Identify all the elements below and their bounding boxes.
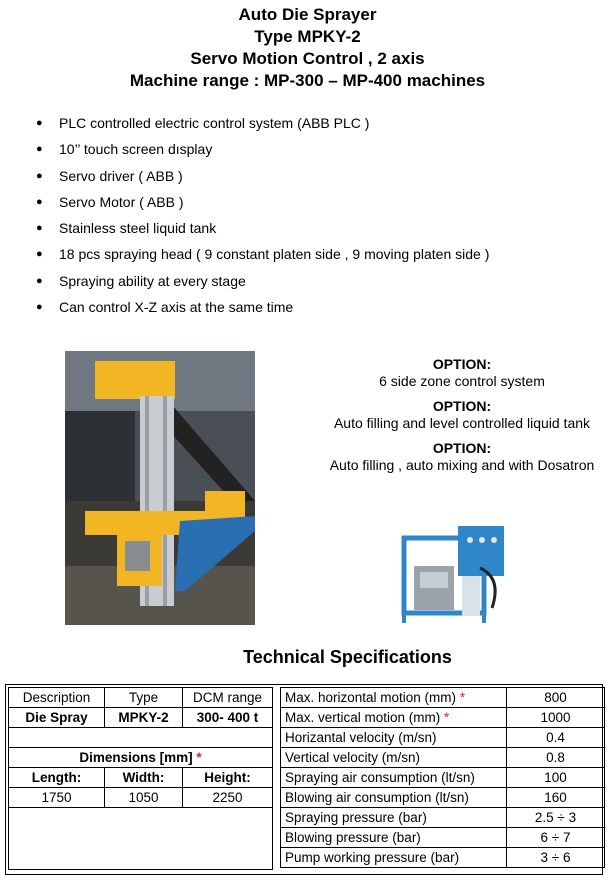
spec-label: Vertical velocity (m/sn) [281, 748, 507, 768]
spec-label: Max. horizontal motion (mm) * [281, 688, 507, 708]
spec-section-title: Technical Specifications [243, 647, 452, 667]
spec-value: 3 ÷ 6 [507, 848, 605, 868]
spec-label: Blowing air consumption (lt/sn) [281, 788, 507, 808]
feature-item: ● 10’’ touch screen dısplay [36, 136, 489, 162]
spec-value: 6 ÷ 7 [507, 828, 605, 848]
dimension-value: 2250 [183, 788, 273, 808]
required-star: * [444, 710, 450, 725]
options-panel [322, 356, 602, 482]
spec-label: Max. vertical motion (mm) * [281, 708, 507, 728]
option-title: OPTION: [432, 440, 492, 456]
dimensions-heading: Dimensions [mm] * [9, 748, 273, 768]
table-cell: 300- 400 t [183, 708, 273, 728]
option-text: Auto filling , auto mixing and with Dosatron [329, 457, 595, 473]
table-header: DCM range [183, 688, 273, 708]
bullet-icon: ● [36, 195, 43, 208]
table-cell: MPKY-2 [105, 708, 183, 728]
feature-list [36, 110, 489, 320]
option-text: 6 side zone control system [379, 373, 545, 389]
empty-row [9, 728, 273, 748]
dosatron-unit-photo [392, 518, 526, 628]
product-subtitle: Servo Motion Control , 2 axis [190, 49, 425, 68]
spec-label: Spraying air consumption (lt/sn) [281, 768, 507, 788]
document-header [0, 4, 615, 92]
feature-item: ● Stainless steel liquid tank [36, 215, 489, 241]
bullet-icon: ● [36, 117, 43, 129]
feature-item: ● Servo driver ( ABB ) [36, 163, 489, 189]
dimension-value: 1750 [9, 788, 105, 808]
table-header: Type [105, 688, 183, 708]
option-text: Auto filling and level controlled liquid tank [333, 415, 591, 431]
dimension-value: 1050 [105, 788, 183, 808]
feature-item: ● Spraying ability at every stage [36, 268, 489, 294]
option-title: OPTION: [432, 356, 492, 372]
spec-label: Horizantal velocity (m/sn) [281, 728, 507, 748]
bullet-icon: ● [36, 169, 43, 182]
empty-block [9, 808, 273, 870]
spec-value: 0.8 [507, 748, 605, 768]
product-type: Type MPKY-2 [254, 27, 361, 46]
table-cell: Die Spray [9, 708, 105, 728]
dimension-label: Height: [183, 768, 273, 788]
spec-value: 1000 [507, 708, 605, 728]
spec-value: 800 [507, 688, 605, 708]
product-spec-table [8, 687, 273, 870]
spec-label: Spraying pressure (bar) [281, 808, 507, 828]
die-sprayer-photo [65, 351, 255, 625]
option-title: OPTION: [432, 398, 492, 414]
dimension-label: Width: [105, 768, 183, 788]
required-star: * [196, 750, 202, 765]
spec-value: 160 [507, 788, 605, 808]
spec-label: Pump working pressure (bar) [281, 848, 507, 868]
product-title: Auto Die Sprayer [238, 5, 377, 24]
bullet-icon: ● [36, 222, 43, 235]
technical-spec-table [280, 687, 605, 868]
bullet-icon: ● [36, 248, 43, 261]
feature-item: ● 18 pcs spraying head ( 9 constant platen side , 9 moving platen side ) [36, 241, 489, 267]
dimension-label: Length: [9, 768, 105, 788]
bullet-icon: ● [36, 301, 43, 314]
spec-label: Blowing pressure (bar) [281, 828, 507, 848]
feature-item: ● Servo Motor ( ABB ) [36, 189, 489, 215]
spec-value: 2.5 ÷ 3 [507, 808, 605, 828]
spec-value: 0.4 [507, 728, 605, 748]
machine-range: Machine range : MP-300 – MP-400 machines [129, 71, 486, 90]
spec-value: 100 [507, 768, 605, 788]
bullet-icon: ● [36, 143, 43, 156]
feature-item: ● PLC controlled electric control system (ABB PLC ) [36, 110, 489, 136]
bullet-icon: ● [36, 274, 43, 287]
table-header: Description [9, 688, 105, 708]
feature-item: ● Can control X-Z axis at the same time [36, 294, 489, 320]
required-star: * [459, 690, 466, 705]
